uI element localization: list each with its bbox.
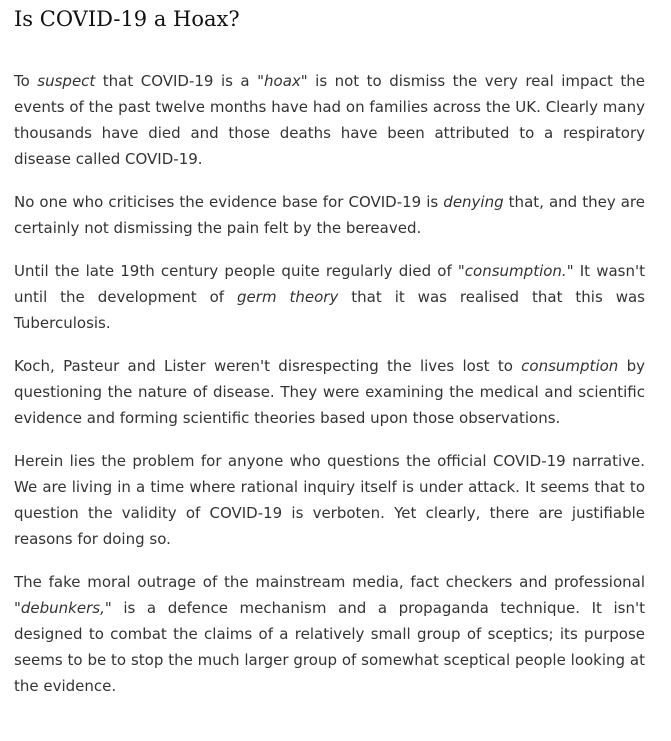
paragraph-text: No one who criticises the evidence base for COVID-19 is [14, 193, 444, 211]
article-title: Is COVID-19 a Hoax? [14, 7, 240, 31]
paragraph-text: Until the late 19th century people quite regularly died of [14, 262, 458, 280]
article-paragraph [14, 569, 645, 699]
emphasis-text: denying [443, 193, 504, 211]
emphasis-text: "hoax" [257, 72, 308, 90]
article-paragraph [14, 68, 645, 172]
paragraph-text: by questioning the nature of disease. They were examining the medical and scientific evidence and forming scientific theories based upon those observations. [14, 357, 645, 427]
emphasis-text: consumption [521, 357, 619, 375]
paragraph-text: Koch, Pasteur and Lister weren't disrespecting the lives lost to [14, 357, 522, 375]
paragraph-text: The fake moral outrage of the mainstream media, fact checkers and professional [14, 573, 645, 591]
emphasis-text: "debunkers," [14, 599, 112, 617]
article-body [14, 68, 645, 699]
emphasis-text: suspect [37, 72, 96, 90]
emphasis-text: germ theory [237, 288, 339, 306]
paragraph-text: It wasn't until the development of [14, 262, 645, 306]
paragraph-text: that it was realised that this was Tuberculosis. [14, 288, 645, 332]
article-paragraph [14, 353, 645, 431]
paragraph-text: Herein lies the problem for anyone who questions the official COVID-19 narrative. We are living in a time where rational inquiry itself is under attack. It seems that to question the validity of COVID-19 is verboten. Yet clearly, there are justifiable reasons for doing so. [14, 452, 645, 548]
paragraph-text: is a defence mechanism and a propaganda technique. It isn't designed to combat the claims of a relatively small group of sceptics; its purpose seems to be to stop the much larger group of somewhat sceptical people looking at the evidence. [14, 599, 645, 695]
emphasis-text: "consumption." [457, 262, 574, 280]
paragraph-text: that, and they are certainly not dismissing the pain felt by the bereaved. [14, 193, 645, 237]
article-paragraph [14, 189, 645, 241]
paragraph-text: To [14, 72, 38, 90]
paragraph-text: that COVID-19 is a [95, 72, 258, 90]
article-paragraph [14, 448, 645, 552]
article-paragraph [14, 258, 645, 336]
paragraph-text: is not to dismiss the very real impact the events of the past twelve months have had on families across the UK. Clearly many thousands have died and those deaths have been attributed to a respiratory disease called COVID-19. [14, 72, 645, 168]
